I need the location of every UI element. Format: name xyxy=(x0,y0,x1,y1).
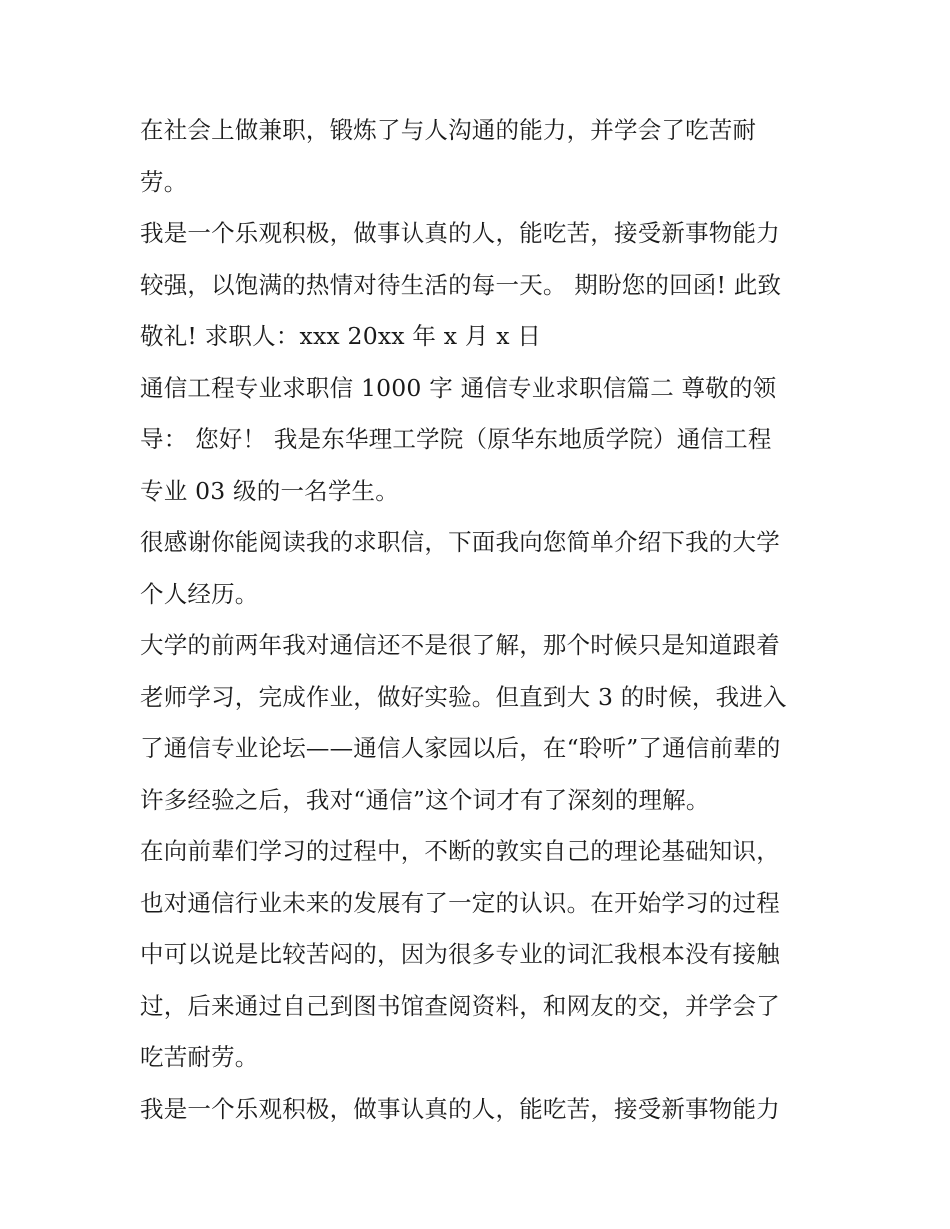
text-line: 我是一个乐观积极，做事认真的人，能吃苦，接受新事物能力 xyxy=(140,219,780,247)
text-line: 许多经验之后，我对“通信”这个词才有了深刻的理解。 xyxy=(140,785,710,814)
paragraph xyxy=(140,1084,820,1136)
text-line: 专业 03 级的一名学生。 xyxy=(140,476,399,505)
text-line: 中可以说是比较苦闷的，因为很多专业的词汇我根本没有接触 xyxy=(140,940,780,968)
text-line: 个人经历。 xyxy=(140,579,259,608)
text-line: 敬礼! 求职人：xxx 20xx 年 x 月 x 日 xyxy=(140,322,542,350)
paragraph xyxy=(140,105,820,208)
text-line: 很感谢你能阅读我的求职信，下面我向您简单介绍下我的大学 xyxy=(140,528,780,556)
text-line: 我是一个乐观积极，做事认真的人，能吃苦，接受新事物能力 xyxy=(140,1094,780,1123)
text-line: 也对通信行业未来的发展有了一定的认识。在开始学习的过程 xyxy=(140,888,780,917)
text-line: 过，后来通过自己到图书馆查阅资料，和网友的交，并学会了 xyxy=(140,991,780,1020)
text-line: 通信工程专业求职信 1000 字 通信专业求职信篇二 尊敬的领 xyxy=(140,373,777,402)
text-line: 在向前辈们学习的过程中，不断的敦实自己的理论基础知识， xyxy=(140,837,780,865)
paragraph xyxy=(140,517,820,620)
text-line: 较强，以饱满的热情对待生活的每一天。 期盼您的回函! 此致 xyxy=(140,270,782,299)
text-line: 老师学习，完成作业，做好实验。但直到大 3 的时候，我进入 xyxy=(140,682,787,711)
paragraph xyxy=(140,208,820,363)
text-line: 导： 您好！ 我是东华理工学院（原华东地质学院）通信工程 xyxy=(140,425,772,453)
text-line: 大学的前两年我对通信还不是很了解，那个时候只是知道跟着 xyxy=(140,631,780,659)
text-line: 吃苦耐劳。 xyxy=(140,1043,259,1071)
paragraph xyxy=(140,826,820,1084)
text-line: 了通信专业论坛——通信人家园以后，在“聆听”了通信前辈的 xyxy=(140,734,781,762)
paragraph xyxy=(140,620,820,826)
document-body xyxy=(140,105,820,1135)
paragraph xyxy=(140,363,820,518)
text-line: 在社会上做兼职，锻炼了与人沟通的能力，并学会了吃苦耐 xyxy=(140,116,757,144)
text-line: 劳。 xyxy=(140,167,188,196)
